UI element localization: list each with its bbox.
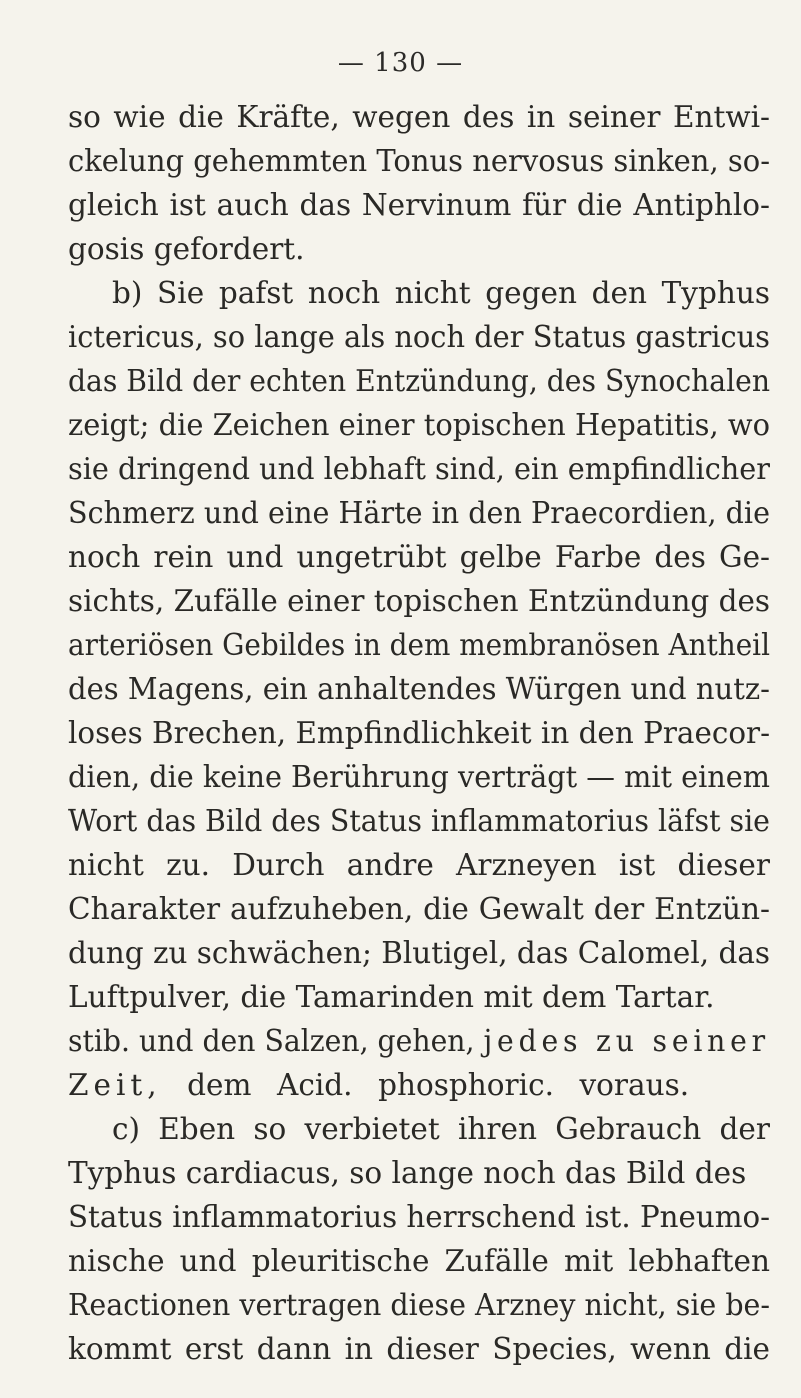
text-line: c) Eben so verbietet ihren Gebrauch der xyxy=(112,1112,770,1146)
text-segment: stib. und den Salzen, gehen, xyxy=(68,1024,475,1058)
text-line: ictericus, so lange als noch der Status gastricus xyxy=(68,320,770,354)
text-line: gosis gefordert. xyxy=(68,232,305,266)
text-line: das Bild der echten Entzündung, des Synochalen xyxy=(68,364,770,398)
text-line: Typhus cardiacus, so lange noch das Bild des xyxy=(68,1156,747,1190)
text-line: noch rein und ungetrübt gelbe Farbe des Ge- xyxy=(68,540,770,574)
text-line: Status inflammatorius herrschend ist. Pneumo- xyxy=(68,1200,770,1234)
text-line xyxy=(68,1024,770,1058)
text-line: b) Sie pafst noch nicht gegen den Typhus xyxy=(112,276,770,310)
text-line: Reactionen vertragen diese Arzney nicht, sie be- xyxy=(68,1288,770,1322)
emphasized-text: Zeit, xyxy=(68,1068,162,1102)
text-line: arteriösen Gebildes in dem membranösen Antheil xyxy=(68,628,770,662)
text-line: loses Brechen, Empfindlichkeit in den Praecor- xyxy=(68,716,770,750)
text-line: ckelung gehemmten Tonus nervosus sinken, so- xyxy=(68,144,770,178)
page-number-header: — 130 — xyxy=(337,48,464,78)
text-line: sie dringend und lebhaft sind, ein empfindlicher xyxy=(68,452,770,486)
text-line: Charakter aufzuheben, die Gewalt der Entzün- xyxy=(68,892,770,926)
text-line: kommt erst dann in dieser Species, wenn die xyxy=(68,1332,770,1366)
text-line xyxy=(68,1068,690,1102)
text-line: so wie die Kräfte, wegen des in seiner Entwi- xyxy=(68,100,770,134)
emphasized-text: jedes zu seiner xyxy=(483,1024,770,1058)
text-line: Schmerz und eine Härte in den Praecordien, die xyxy=(68,496,770,530)
text-segment: dem Acid. phosphoric. voraus. xyxy=(187,1068,690,1102)
text-line: Wort das Bild des Status inflammatorius läfst sie xyxy=(68,804,770,838)
text-line: dien, die keine Berührung verträgt — mit einem xyxy=(68,760,770,794)
text-line: des Magens, ein anhaltendes Würgen und nutz- xyxy=(68,672,770,706)
text-line: dung zu schwächen; Blutigel, das Calomel, das xyxy=(68,936,770,970)
text-line: zeigt; die Zeichen einer topischen Hepatitis, wo xyxy=(68,408,770,442)
text-line: nische und pleuritische Zufälle mit lebhaften xyxy=(68,1244,770,1278)
text-line: Luftpulver, die Tamarinden mit dem Tartar. xyxy=(68,980,715,1014)
text-line: nicht zu. Durch andre Arzneyen ist dieser xyxy=(68,848,770,882)
text-line: gleich ist auch das Nervinum für die Antiphlo- xyxy=(68,188,770,222)
text-line: sichts, Zufälle einer topischen Entzündung des xyxy=(68,584,770,618)
